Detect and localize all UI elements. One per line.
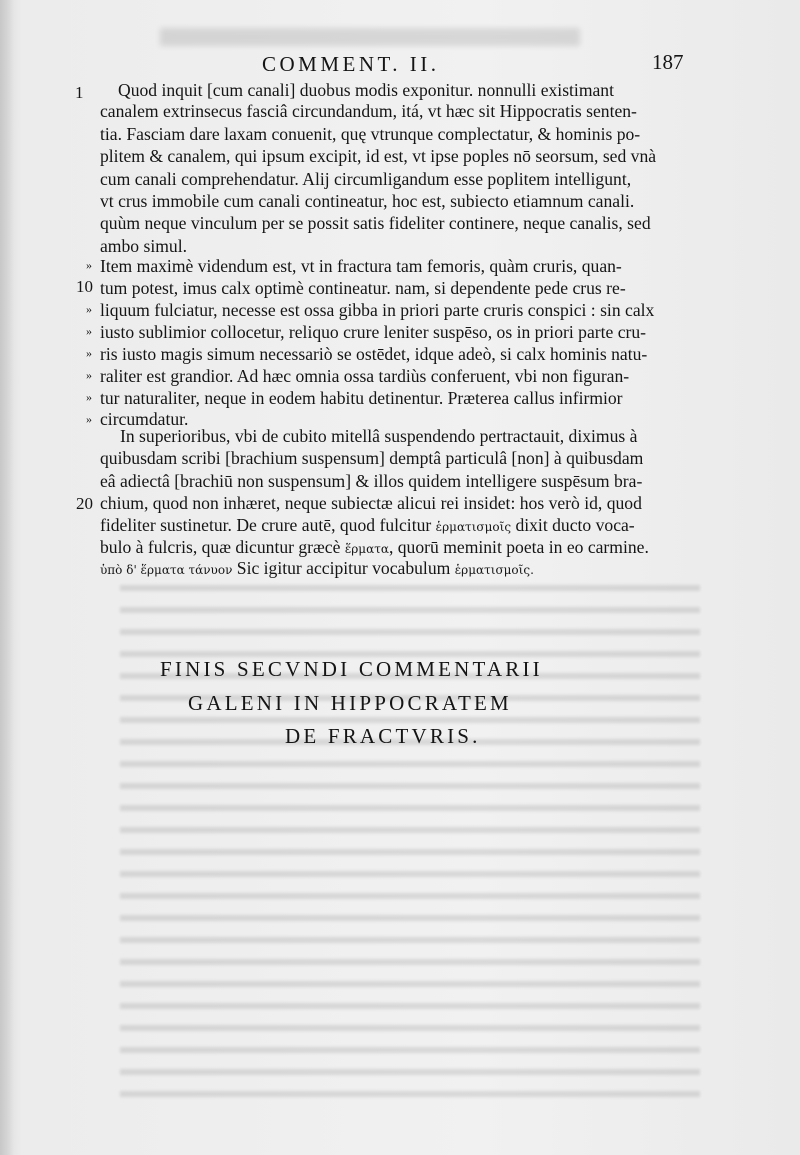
margin-line-number: 10 bbox=[76, 277, 93, 296]
quote-mark: » bbox=[86, 258, 92, 272]
text-line: chium, quod non inhæret, neque subiectæ alicui rei insidet: hos verò id, quod bbox=[100, 493, 642, 513]
quote-mark: » bbox=[86, 302, 92, 316]
text-line: raliter est grandior. Ad hæc omnia ossa tardiùs conferuent, vbi non figuran- bbox=[100, 366, 630, 386]
text-span: Sic igitur accipitur vocabulum bbox=[236, 558, 451, 578]
greek-word: ἑρματισμοῖς. bbox=[454, 563, 534, 577]
text-line: eâ adiectâ [brachiū non suspensum] & illos quidem intelligere suspēsum bra- bbox=[100, 471, 643, 491]
text-span: , quorū meminit poeta in eo carmine. bbox=[388, 537, 649, 557]
text-span: dixit ducto voca- bbox=[515, 515, 635, 535]
greek-verse: ὑπὸ δ' ἕρματα τάνυον bbox=[100, 563, 233, 577]
text-line bbox=[100, 558, 534, 580]
gutter-shadow bbox=[0, 0, 14, 1155]
text-line: quùm neque vinculum per se possit satis fideliter continere, neque canalis, sed bbox=[100, 213, 651, 233]
text-span: bulo à fulcris, quæ dicuntur græcè bbox=[100, 537, 341, 557]
text-line: Quod inquit [cum canali] duobus modis exponitur. nonnulli existimant bbox=[118, 80, 614, 100]
quote-mark: » bbox=[86, 324, 92, 338]
text-line: In superioribus, vbi de cubito mitellâ suspendendo pertractauit, diximus à bbox=[120, 426, 638, 446]
quote-mark: » bbox=[86, 390, 92, 404]
quote-mark: » bbox=[86, 412, 92, 426]
text-line bbox=[100, 515, 635, 537]
text-line: ris iusto magis simum necessariò se ostēdet, idque adeò, si calx hominis natu- bbox=[100, 344, 648, 364]
colophon-line: GALENI IN HIPPOCRATEM bbox=[188, 691, 512, 715]
text-line bbox=[100, 537, 649, 559]
text-line: tur naturaliter, neque in eodem habitu detinentur. Præterea callus infirmior bbox=[100, 388, 623, 408]
text-line: iusto sublimior collocetur, reliquo crure leniter suspēso, os in priori parte cru- bbox=[100, 322, 647, 342]
greek-word: ἕρματα bbox=[344, 542, 389, 556]
quote-mark: » bbox=[86, 368, 92, 382]
text-line: Item maximè videndum est, vt in fractura tam femoris, quàm cruris, quan- bbox=[100, 256, 622, 276]
margin-line-marker: 1 bbox=[75, 83, 84, 102]
text-line: vt crus immobile cum canali contineatur, hoc est, subiecto etiamnum canali. bbox=[100, 191, 635, 211]
text-line: cum canali comprehendatur. Alij circumligandum esse poplitem intelligunt, bbox=[100, 169, 632, 189]
text-line: circumdatur. bbox=[100, 409, 189, 429]
quote-mark: » bbox=[86, 346, 92, 360]
text-line: liquum fulciatur, necesse est ossa gibba in priori parte cruris conspici : sin calx bbox=[100, 300, 655, 320]
text-span: fideliter sustinetur. De crure autē, quod fulcitur bbox=[100, 515, 432, 535]
greek-word: ἑρματισμοῖς bbox=[435, 520, 512, 534]
page-number: 187 bbox=[652, 50, 684, 74]
text-line: ambo simul. bbox=[100, 236, 187, 256]
text-line: canalem extrinsecus fasciâ circundandum, itá, vt hæc sit Hippocratis senten- bbox=[100, 101, 637, 121]
text-line: tum potest, imus calx optimè contineatur. nam, si dependente pede crus re- bbox=[100, 278, 626, 298]
margin-line-number: 20 bbox=[76, 494, 93, 513]
running-head: COMMENT. II. bbox=[262, 52, 440, 76]
colophon-line: DE FRACTVRIS. bbox=[285, 724, 481, 748]
text-line: quibusdam scribi [brachium suspensum] demptâ particulâ [non] à quibusdam bbox=[100, 448, 644, 468]
colophon-line: FINIS SECVNDI COMMENTARII bbox=[160, 657, 543, 681]
text-line: tia. Fasciam dare laxam conuenit, quę vtrunque complectatur, & hominis po- bbox=[100, 124, 641, 144]
text-line: plitem & canalem, qui ipsum excipit, id est, vt ipse poples nō seorsum, sed vnà bbox=[100, 146, 657, 166]
show-through-top bbox=[160, 28, 580, 46]
